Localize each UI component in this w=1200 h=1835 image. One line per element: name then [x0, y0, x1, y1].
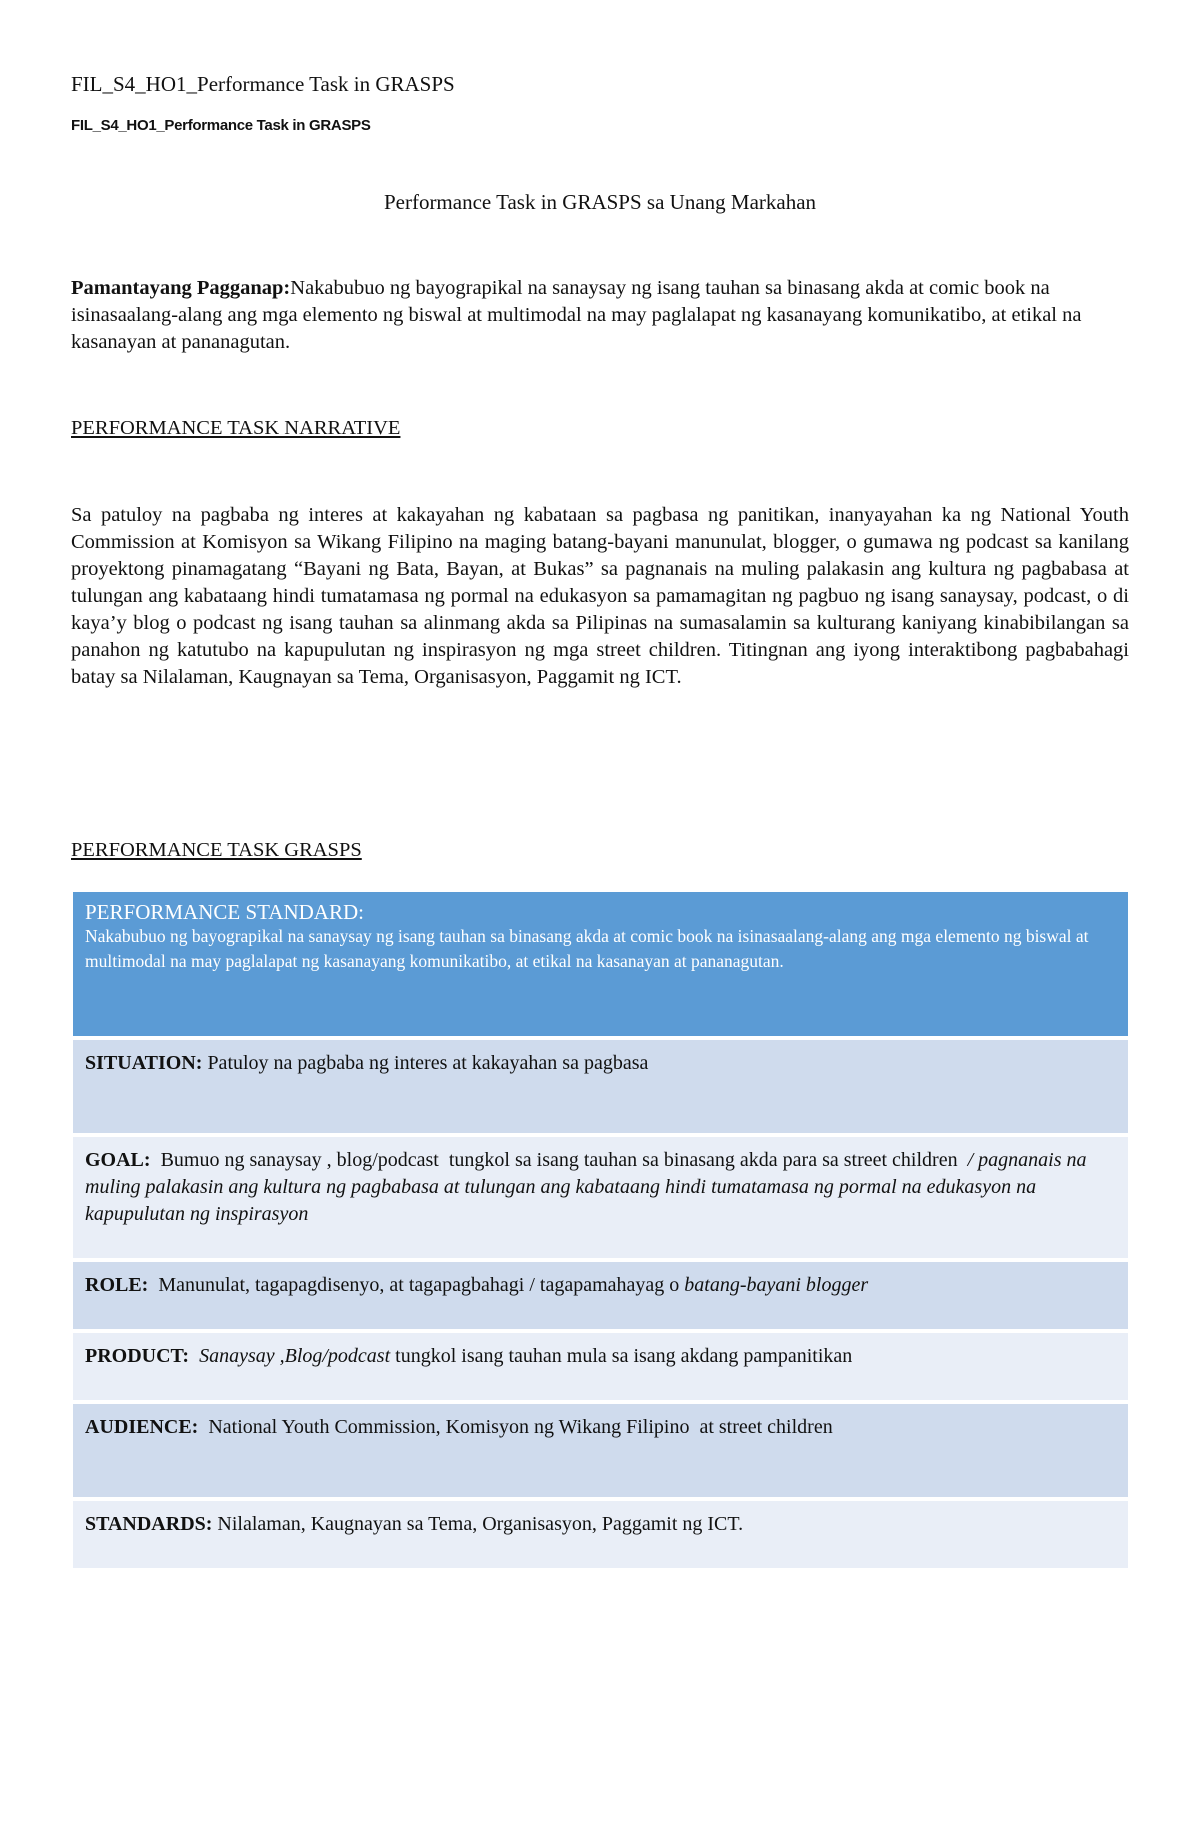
role-italic-text: batang-bayani blogger [684, 1274, 869, 1296]
product-text: tungkol isang tauhan mula sa isang akdang pampanitikan [390, 1345, 853, 1367]
standards-text: Nilalaman, Kaugnayan sa Tema, Organisasyon, Paggamit ng ICT. [212, 1513, 744, 1535]
performance-standard-label: PERFORMANCE STANDARD: [85, 900, 364, 924]
situation-row [73, 1040, 1128, 1137]
audience-row [73, 1404, 1128, 1501]
grasps-heading: PERFORMANCE TASK GRASPS [71, 839, 362, 861]
goal-text: Bumuo ng sanaysay , blog/podcast tungkol sa isang tauhan sa binasang akda para sa street children [150, 1149, 963, 1171]
narrative-paragraph: Sa patuloy na pagbaba ng interes at kakayahan ng kabataan sa pagbasa ng panitikan, inanyayahan ka ng National Youth Commission at Komisyon sa Wikang Filipino na maging batang-bayani manunulat, blogger, o gumawa ng podcast sa kanilang proyektong pinamagatang “Bayani ng Bata, Bayan, at Bukas” sa pagnanais na muling palakasin ang kultura ng pagbabasa at tulungan ang kabataang hindi tumatamasa ng pormal na edukasyon sa pamamagitan ng pagbuo ng isang sanaysay, podcast, o di kaya’y blog o podcast ng isang tauhan sa alinmang akda sa Pilipinas na sumasalamin sa kulturang kaniyang kinabibilangan sa panahon ng katutubo na kapupulutan ng inspirasyon ng mga street children. Titingnan ang iyong interaktibong pagbabahagi batay sa Nilalaman, Kaugnayan sa Tema, Organisasyon, Paggamit ng ICT. [71, 504, 1129, 688]
goal-italic-text: / pagnanais na muling palakasin ang kultura ng pagbabasa at tulungan ang kabataang hindi tumatamasa ng pormal na edukasyon na kapupulutan ng inspirasyon [85, 1149, 1092, 1225]
performance-standard-row [73, 892, 1128, 1040]
product-row [73, 1333, 1128, 1404]
performance-standard-text: Nakabubuo ng bayograpikal na sanaysay ng isang tauhan sa binasang akda at comic book na isinasaalang-alang ang mga elemento ng biswal at multimodal na may paglalapat ng kasanayang komunikatibo, at etikal na kasanayan at pananagutan. [85, 926, 1089, 971]
audience-label: AUDIENCE: [85, 1416, 199, 1438]
situation-text: Patuloy na pagbaba ng interes at kakayahan sa pagbasa [202, 1052, 649, 1074]
product-italic-text: Sanaysay ,Blog/podcast [189, 1345, 391, 1367]
audience-text: National Youth Commission, Komisyon ng Wikang Filipino at street children [198, 1416, 833, 1438]
product-label: PRODUCT: [85, 1345, 190, 1367]
standards-label: STANDARDS: [85, 1513, 213, 1535]
pamantayang-pagganap [71, 275, 1129, 356]
standard-text: Nakabubuo ng bayograpikal na sanaysay ng isang tauhan sa binasang akda at comic book na isinasaalang-alang ang mga elemento ng biswal at multimodal na may paglalapat ng kasanayang komunikatibo, at etikal na kasanayan at pananagutan. [71, 277, 1082, 353]
document-title: Performance Task in GRASPS sa Unang Markahan [383, 190, 817, 214]
header-title-serif: FIL_S4_HO1_Performance Task in GRASPS [71, 72, 455, 96]
role-text: Manunulat, tagapagdisenyo, at tagapagbahagi / tagapamahayag o [148, 1274, 685, 1296]
grasps-table [73, 892, 1128, 1572]
role-row [73, 1262, 1128, 1333]
role-label: ROLE: [85, 1274, 149, 1296]
standards-row [73, 1501, 1128, 1572]
header-title-sans: FIL_S4_HO1_Performance Task in GRASPS [71, 117, 371, 134]
standard-label: Pamantayang Pagganap: [71, 277, 291, 299]
narrative-heading: PERFORMANCE TASK NARRATIVE [71, 417, 401, 439]
situation-label: SITUATION: [85, 1052, 203, 1074]
goal-row [73, 1137, 1128, 1262]
goal-label: GOAL: [85, 1149, 151, 1171]
